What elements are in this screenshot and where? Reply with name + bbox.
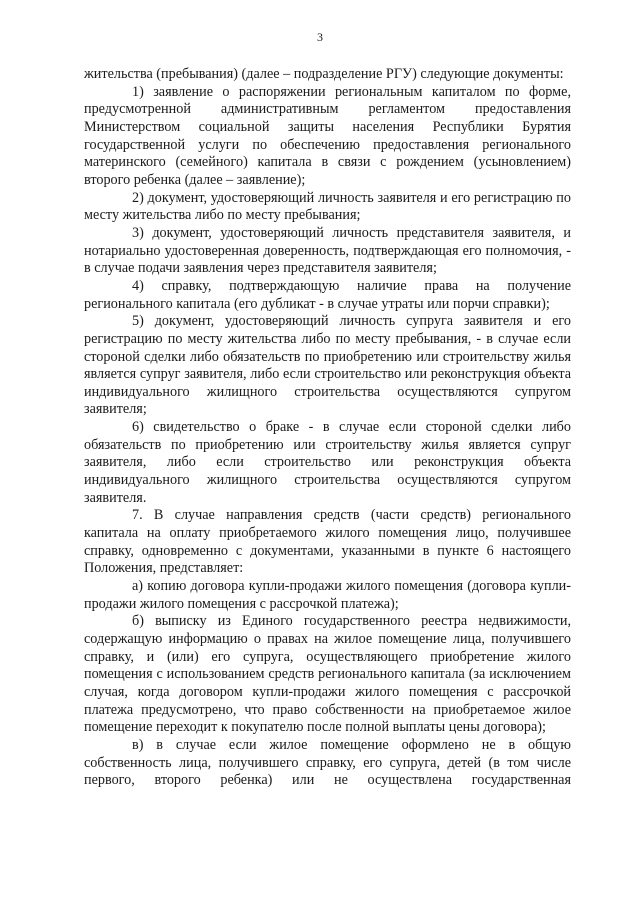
list-item-1: 1) заявление о распоряжении региональным капиталом по форме, предусмотренной административным регламентом предоставления Министерством социальной защиты населения Республики Бурятия государственной услуги по обеспечению предоставления регионального материнского (семейного) капитала в связи с рождением (усыновлением) второго ребенка (далее – заявление); (84, 83, 571, 188)
list-item-2: 2) документ, удостоверяющий личность заявителя и его регистрацию по месту жительства либо по месту пребывания; (84, 189, 571, 224)
paragraph-continuation: жительства (пребывания) (далее – подразделение РГУ) следующие документы: (84, 66, 564, 82)
list-item-4: 4) справку, подтверждающую наличие права на получение регионального капитала (его дубликат - в случае утраты или порчи справки); (84, 277, 571, 312)
list-item-3: 3) документ, удостоверяющий личность представителя заявителя, и нотариально удостоверенная доверенность, подтверждающая его полномочия, - в случае подачи заявления через представителя заявителя; (84, 224, 571, 277)
subitem-v: в) в случае если жилое помещение оформлено не в общую собственность лица, получившего справку, его супруга, детей (в том числе первого, второго ребенка) или не осуществлена государственная (84, 736, 571, 789)
list-item-6: 6) свидетельство о браке - в случае если стороной сделки либо обязательств по приобретению или строительству жилья является супруг заявителя, либо если строительство или реконструкция объекта индивидуального жилищного строительства осуществляются супругом заявителя. (84, 419, 571, 506)
list-item-5: 5) документ, удостоверяющий личность супруга заявителя и его регистрацию по месту жительства либо по месту пребывания, - в случае если стороной сделки либо обязательств по приобретению или строительству жилья является супруг заявителя, либо если строительство или реконструкция объекта индивидуального жилищного строительства осуществляются супругом заявителя; (84, 313, 571, 418)
page-number: 3 (317, 30, 323, 44)
document-body (84, 66, 571, 790)
subitem-a: а) копию договора купли-продажи жилого помещения (договора купли-продажи жилого помещения с рассрочкой платежа); (84, 578, 571, 612)
clause-7: 7. В случае направления средств (части средств) регионального капитала на оплату приобретаемого жилого помещения лицо, получившее справку, одновременно с документами, указанными в пункте 6 настоящего Положения, представляет: (84, 507, 571, 577)
subitem-b: б) выписку из Единого государственного реестра недвижимости, содержащую информацию о правах на жилое помещение лица, получившего справку, и (или) его супруга, осуществляющего приобретение жилого помещения с использованием средств регионального капитала (за исключением случая, когда договором купли-продажи жилого помещения с рассрочкой платежа предусмотрено, что право собственности на приобретаемое жилое помещение переходит к покупателю после полной выплаты цены договора); (84, 613, 571, 736)
